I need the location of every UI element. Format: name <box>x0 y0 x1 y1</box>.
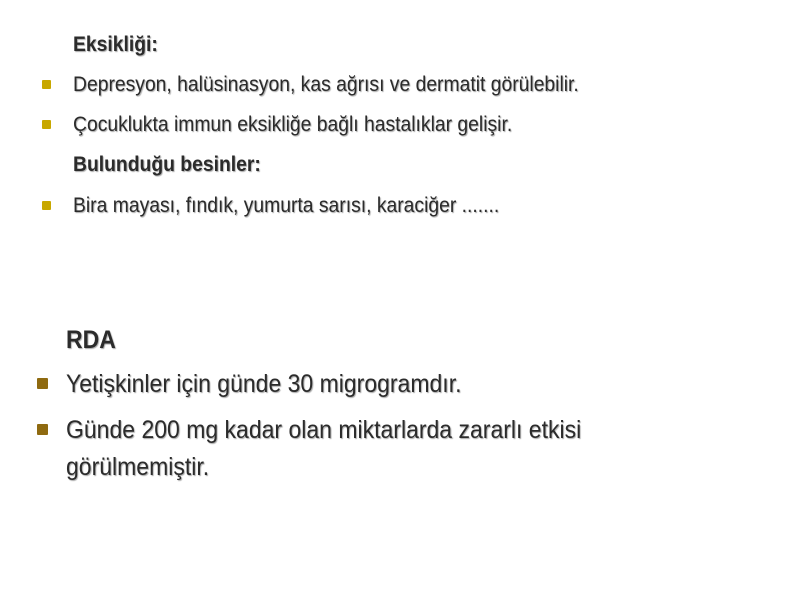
square-bullet-icon <box>42 120 51 129</box>
list-item-text: Günde 200 mg kadar olan miktarlarda zararlı etkisi görülmemiştir. <box>66 416 582 481</box>
square-bullet-icon <box>37 424 48 435</box>
square-bullet-icon <box>42 80 51 89</box>
square-bullet-icon <box>37 378 48 389</box>
rda-heading: RDA <box>66 326 116 354</box>
square-bullet-icon <box>42 201 51 210</box>
list-item-text: Yetişkinler için günde 30 migrogramdır. <box>66 370 462 398</box>
food-sources-heading: Bulunduğu besinler: <box>73 153 261 176</box>
deficiency-heading: Eksikliği: <box>73 33 158 56</box>
list-item-text: Bira mayası, fındık, yumurta sarısı, karaciğer ....... <box>73 194 500 217</box>
list-item-text: Depresyon, halüsinasyon, kas ağrısı ve dermatit görülebilir. <box>73 73 579 96</box>
list-item-text: Çocuklukta immun eksikliğe bağlı hastalıklar gelişir. <box>73 113 513 136</box>
